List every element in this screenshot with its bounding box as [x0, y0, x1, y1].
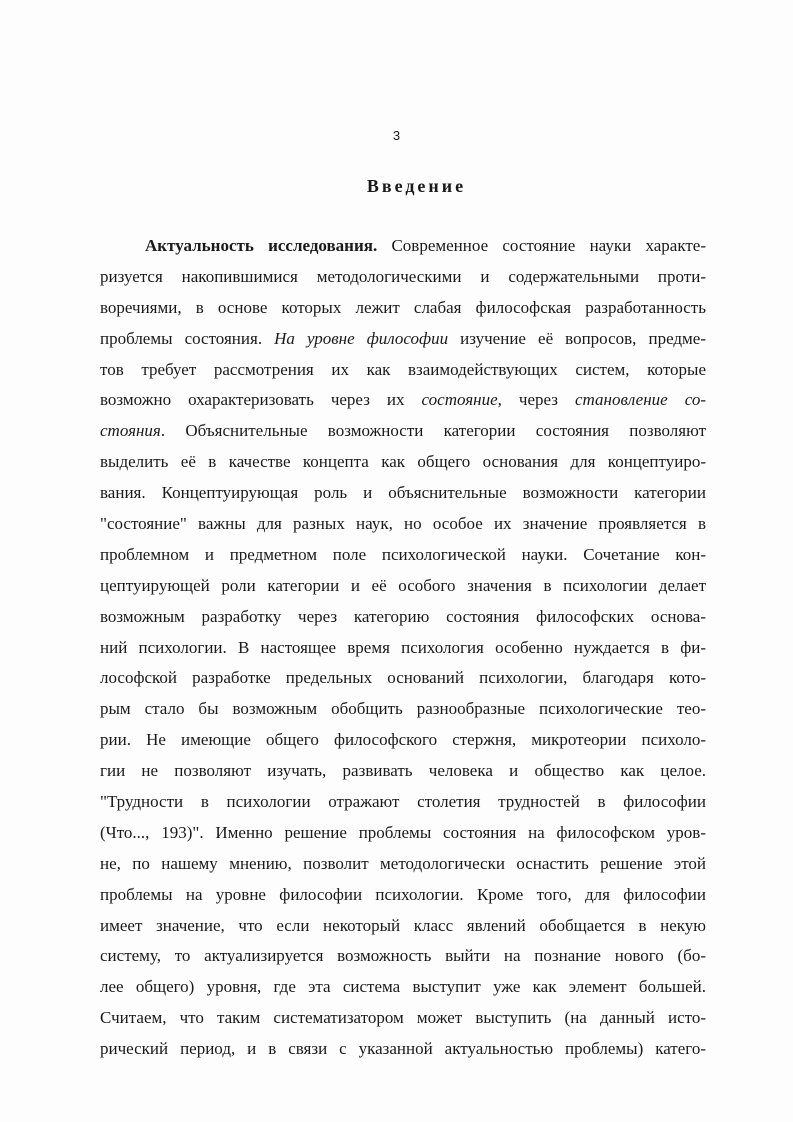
text-line	[100, 385, 706, 416]
text-line: проблемы на уровне философии психологии. Кроме того, для философии	[100, 884, 706, 904]
text-fragment: проблемы состояния.	[100, 328, 263, 348]
text-line: систему, то актуализируется возможность выйти на познание нового (бо-	[100, 946, 706, 966]
text-line: ний психологии. В настоящее время психология особенно нуждается в фи-	[100, 637, 706, 657]
text-line	[100, 231, 706, 262]
text-line: выделить её в качестве концепта как общего основания для концептуиро-	[100, 452, 706, 472]
text-line: воречиями, в основе которых лежит слабая философская разработанность	[100, 297, 706, 317]
text-fragment: через	[501, 390, 575, 410]
text-line: имеет значение, что если некоторый класс явлений обобщается в некую	[100, 915, 706, 935]
text-line: гии не позволяют изучать, развивать человека и общество как целое.	[100, 761, 706, 781]
text-line: возможным разработку через категорию состояния философских основа-	[100, 606, 706, 626]
text-line: лее общего) уровня, где эта система выступит уже как элемент большей.	[100, 977, 706, 997]
text-fragment: изучение её вопросов, предме-	[448, 328, 706, 348]
text-fragment: . Объяснительные возможности категории состояния позволяют	[160, 421, 706, 441]
text-line: рический период, и в связи с указанной актуальностью проблемы) катего-	[100, 1039, 706, 1059]
text-line: Считаем, что таким систематизатором может выступить (на данный исто-	[100, 1008, 706, 1028]
body-paragraph	[100, 231, 706, 1065]
italic-phrase: стояния	[100, 421, 161, 441]
text-fragment: возможно охарактеризовать через их	[100, 390, 422, 410]
text-line: "Трудности в психологии отражают столетия трудностей в философии	[100, 792, 706, 812]
text-line: лософской разработке предельных оснований психологии, благодаря кото-	[100, 668, 706, 688]
text-line: не, по нашему мнению, позволит методологически оснастить решение этой	[100, 853, 706, 873]
text-line: "состояние" важны для разных наук, но особое их значение проявляется в	[100, 514, 706, 534]
text-line: проблемном и предметном поле психологической науки. Сочетание кон-	[100, 544, 706, 564]
text-line: тов требует рассмотрения их как взаимодействующих систем, которые	[100, 359, 706, 379]
text-line: вания. Концептуирующая роль и объяснительные возможности категории	[100, 483, 706, 503]
text-line	[100, 416, 706, 447]
text-line: рым стало бы возможным обобщить разнообразные психологические тео-	[100, 699, 706, 719]
italic-phrase: становление со-	[574, 390, 706, 410]
text-fragment: Современное состояние науки характе-	[377, 236, 706, 255]
text-line: рии. Не имеющие общего философского стержня, микротеории психоло-	[100, 730, 706, 750]
section-title: Введение	[366, 176, 467, 196]
text-line	[100, 324, 706, 355]
lead-phrase: Актуальность исследования.	[145, 236, 378, 255]
italic-phrase: состояние,	[421, 390, 502, 410]
text-line: цептуирующей роли категории и её особого значения в психологии делает	[100, 575, 706, 595]
text-line: ризуется накопившимися методологическими и содержательными проти-	[100, 266, 706, 286]
text-line: (Что..., 193)". Именно решение проблемы состояния на философском уров-	[100, 822, 706, 842]
page-number: 3	[392, 128, 401, 143]
italic-phrase: На уровне философии	[274, 328, 449, 348]
